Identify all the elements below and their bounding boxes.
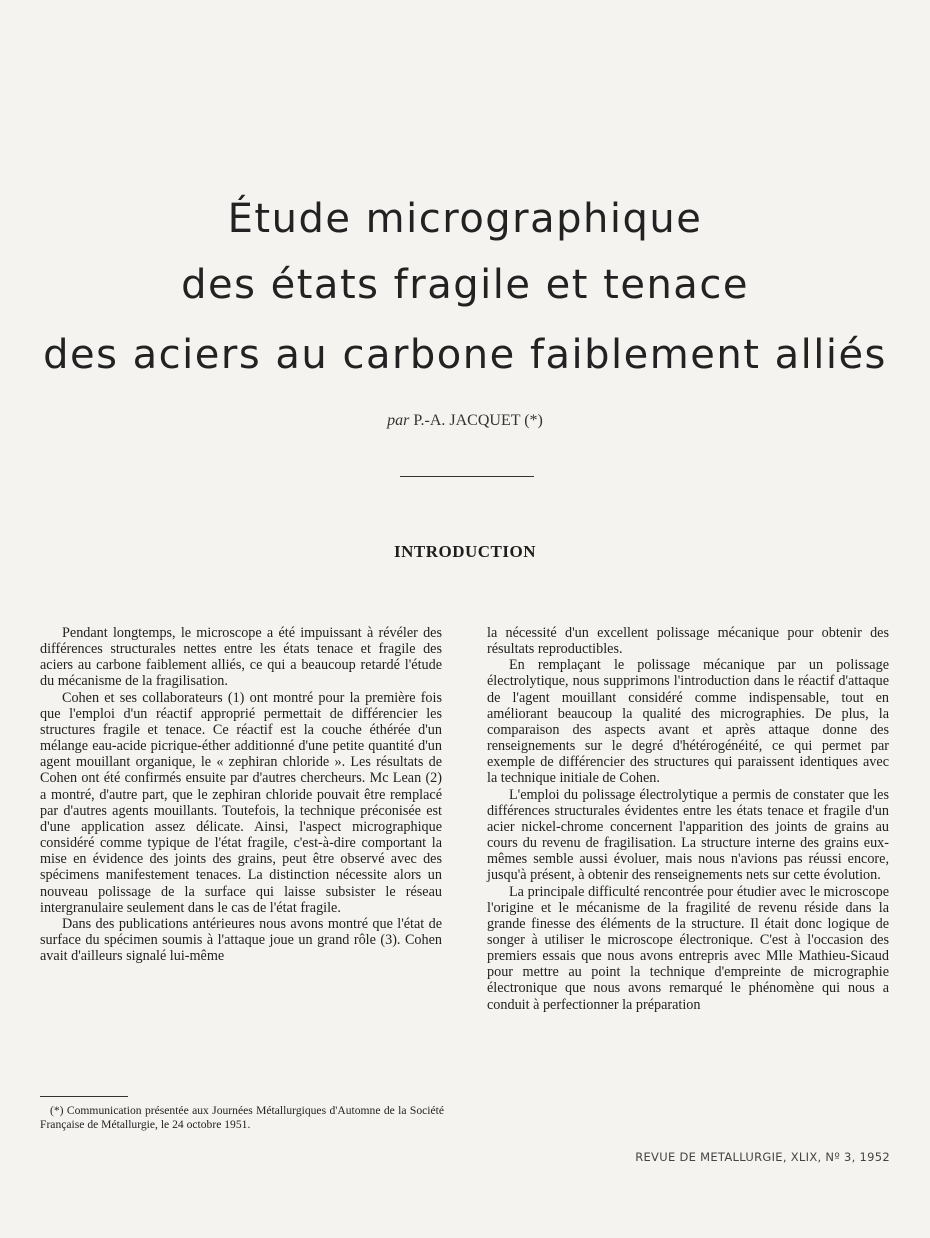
footnote-divider — [40, 1096, 128, 1097]
paragraph: L'emploi du polissage électrolytique a permis de constater que les différences structurales évidentes entre les états tenace et fragile d'un acier nickel-chrome concernent l'apparition des joints de grains au cours du revenu de fragilisation. La structure interne des grains eux-mêmes semble aussi évoluer, mais nous n'avions pas réussi encore, jusqu'à présent, à obtenir des renseignements nets sur cette évolution. — [487, 786, 889, 884]
section-heading: INTRODUCTION — [393, 542, 537, 561]
paragraph: la nécessité d'un excellent polissage mécanique pour obtenir des résultats reproductibles. — [487, 625, 889, 658]
left-column — [40, 625, 442, 964]
title-divider — [400, 476, 534, 477]
author-by: par — [387, 412, 410, 429]
paragraph: En remplaçant le polissage mécanique par un polissage électrolytique, nous supprimons l'introduction dans le réactif d'attaque de l'agent mouillant considéré comme indispensable, tout en améliorant beaucoup la qualité des micrographies. De plus, la comparaison des aspects avant et après attaque donne des renseignements sur le degré d'hétérogénéité, ce qui permet par exemple de différencier des structures qui paraissent identiques avec la technique initiale de Cohen. — [487, 657, 889, 787]
right-column — [487, 625, 889, 1013]
paragraph: Cohen et ses collaborateurs (1) ont montré pour la première fois que l'emploi d'un réactif approprié permettait de différencier les structures fragile et tenace. Ce réactif est la couche éthérée d'un mélange eau-acide picrique-éther additionné d'une petite quantité d'un agent mouillant organique, le « zephiran chloride ». Les résultats de Cohen ont été confirmés ensuite par d'autres chercheurs. Mc Lean (2) a montré, d'autre part, que le zephiran chloride pouvait être remplacé par d'autres agents mouillants. Toutefois, la technique préconisée est d'une application assez délicate. Ainsi, l'aspect micrographique considéré comme typique de l'état fragile, c'est-à-dire comportant la mise en évidence des joints des grains, peut être observé avec des spécimens manifestement tenaces. La distinction nécessite alors un nouveau polissage de la surface qui laisse subsister le réseau intergranulaire seulement dans le cas de l'état fragile. — [40, 689, 442, 916]
journal-reference: REVUE DE METALLURGIE, XLIX, Nº 3, 1952 — [635, 1150, 890, 1164]
paragraph: Pendant longtemps, le microscope a été impuissant à révéler des différences structurales nettes entre les états tenace et fragile des aciers au carbone faiblement alliés, ce qui a beaucoup retardé l'étude du mécanisme de la fragilisation. — [40, 625, 442, 690]
paragraph: Dans des publications antérieures nous avons montré que l'état de surface du spécimen soumis à l'attaque joue un grand rôle (3). Cohen avait d'ailleurs signalé lui-même — [40, 915, 442, 965]
title-line-3: des aciers au carbone faiblement alliés — [43, 332, 887, 378]
title-line-1: Étude micrographique — [227, 196, 703, 242]
footnote: (*) Communication présentée aux Journées Métallurgiques d'Automne de la Société Française de Métallurgie, le 24 octobre 1951. — [40, 1104, 444, 1131]
author-name: P.-A. JACQUET (*) — [413, 412, 543, 429]
author-line — [0, 412, 930, 430]
paragraph: La principale difficulté rencontrée pour étudier avec le microscope l'origine et le mécanisme de la fragilité de revenu réside dans la grande finesse des éléments de la structure. Il était donc logique de songer à utiliser le microscope électronique. C'est à l'occasion des premiers essais que nous avons entrepris avec Mlle Mathieu-Sicaud pour mettre au point la technique d'empreinte de micrographie électronique que nous avons remarqué le phénomène qui nous a conduit à perfectionner la préparation — [487, 883, 889, 1013]
title-line-2: des états fragile et tenace — [181, 262, 749, 308]
